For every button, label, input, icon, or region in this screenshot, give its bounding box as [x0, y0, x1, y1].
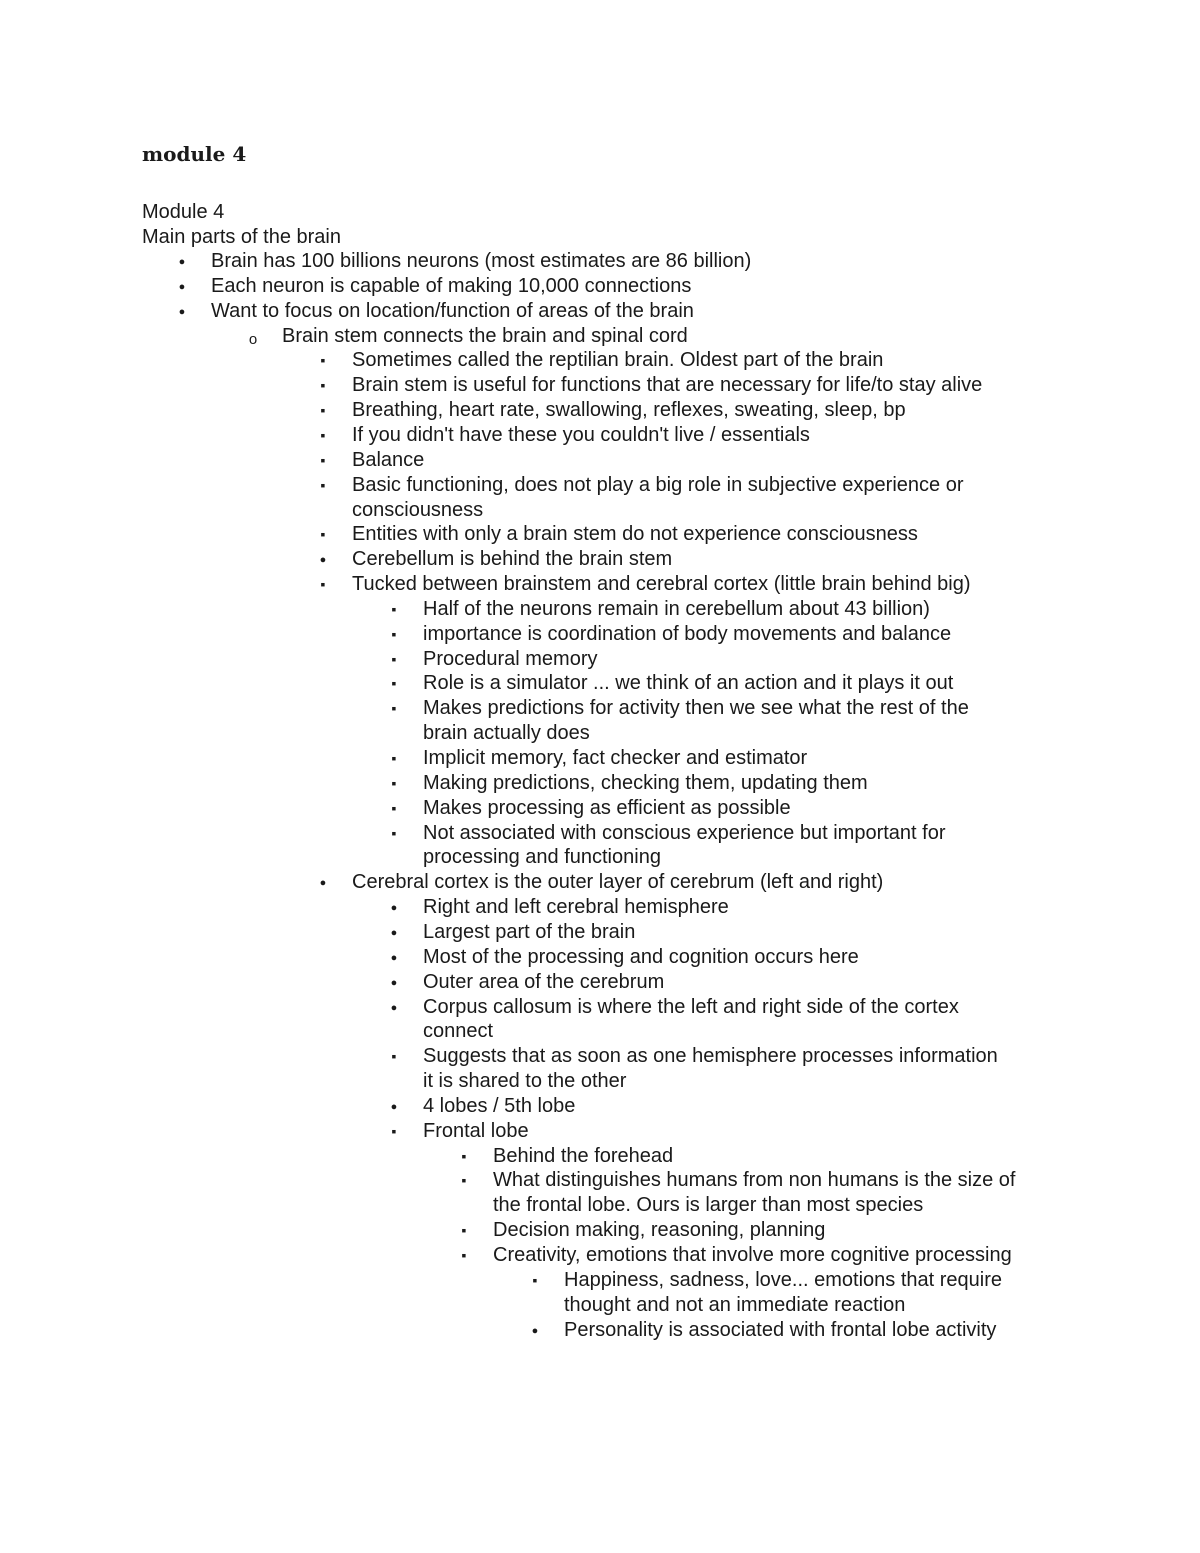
list-item: Most of the processing and cognition occurs here — [423, 945, 859, 968]
list-item: Cerebellum is behind the brain stem — [352, 548, 673, 571]
list-item: Cerebral cortex is the outer layer of cerebrum (left and right) — [352, 871, 884, 894]
list-item: Right and left cerebral hemisphere — [423, 896, 729, 919]
list-item: Creativity, emotions that involve more cognitive processing — [493, 1244, 1012, 1266]
list-item: Corpus callosum is where the left and right side of the cortex — [423, 995, 959, 1018]
square-bullet-icon — [315, 373, 331, 398]
square-bullet-icon — [386, 796, 402, 821]
list-item: importance is coordination of body movements and balance — [423, 622, 952, 645]
square-bullet-icon — [386, 1119, 402, 1144]
list-item: Makes predictions for activity then we see what the rest of the — [423, 697, 969, 720]
list-item: Tucked between brainstem and cerebral cortex (little brain behind big) — [352, 573, 971, 596]
list-item: Largest part of the brain — [423, 920, 636, 943]
disc-bullet-icon — [386, 970, 402, 997]
circle-bullet-icon — [245, 324, 261, 350]
square-bullet-icon — [386, 622, 402, 647]
list-item: 4 lobes / 5th lobe — [423, 1094, 576, 1117]
square-bullet-icon — [315, 423, 331, 448]
list-item: Makes processing as efficient as possible — [423, 796, 791, 819]
disc-bullet-icon — [386, 995, 402, 1022]
list-item: Procedural memory — [423, 647, 598, 670]
list-item: Brain stem is useful for functions that are necessary for life/to stay alive — [352, 374, 983, 397]
disc-bullet-icon — [315, 870, 331, 897]
list-item: Implicit memory, fact checker and estimator — [423, 747, 808, 769]
list-item: connect — [423, 1020, 494, 1043]
list-item: Role is a simulator ... we think of an action and it plays it out — [423, 672, 954, 695]
square-bullet-icon — [315, 398, 331, 423]
square-bullet-icon — [456, 1144, 472, 1169]
square-bullet-icon — [315, 348, 331, 373]
list-item: consciousness — [352, 498, 484, 521]
list-item: Basic functioning, does not play a big role in subjective experience or — [352, 473, 964, 496]
disc-bullet-icon — [527, 1318, 543, 1345]
disc-bullet-icon — [386, 945, 402, 972]
list-item: What distinguishes humans from non humans is the size of — [493, 1169, 1016, 1192]
square-bullet-icon — [527, 1268, 543, 1293]
square-bullet-icon — [386, 671, 402, 696]
list-item: Personality is associated with frontal lobe activity — [564, 1318, 997, 1341]
list-item: Want to focus on location/function of areas of the brain — [211, 299, 694, 322]
list-item: Happiness, sadness, love... emotions that require — [564, 1268, 1003, 1291]
list-item: Half of the neurons remain in cerebellum about 43 billion) — [423, 597, 930, 620]
square-bullet-icon — [456, 1218, 472, 1243]
disc-bullet-icon — [174, 249, 190, 276]
list-item: Balance — [352, 448, 425, 471]
list-item: Brain has 100 billions neurons (most estimates are 86 billion) — [211, 250, 752, 272]
square-bullet-icon — [386, 647, 402, 672]
list-item: brain actually does — [423, 722, 590, 745]
list-item: Entities with only a brain stem do not experience consciousness — [352, 523, 918, 546]
document-title: module 4 — [142, 142, 247, 166]
list-item: processing and functioning — [423, 846, 661, 869]
list-item: Suggests that as soon as one hemisphere processes information — [423, 1045, 998, 1068]
list-item: the frontal lobe. Ours is larger than most species — [493, 1194, 924, 1217]
disc-bullet-icon — [386, 1094, 402, 1121]
module-heading: Module 4 — [142, 201, 225, 223]
square-bullet-icon — [315, 522, 331, 547]
list-item: Frontal lobe — [423, 1119, 529, 1142]
list-item: Not associated with conscious experience but important for — [423, 821, 946, 844]
disc-bullet-icon — [174, 299, 190, 326]
list-item: Behind the forehead — [493, 1144, 674, 1167]
list-item: Decision making, reasoning, planning — [493, 1219, 826, 1242]
list-item: Outer area of the cerebrum — [423, 970, 665, 993]
list-item: it is shared to the other — [423, 1070, 627, 1093]
list-item: thought and not an immediate reaction — [564, 1293, 906, 1316]
square-bullet-icon — [386, 821, 402, 846]
square-bullet-icon — [315, 572, 331, 597]
square-bullet-icon — [386, 1044, 402, 1069]
square-bullet-icon — [386, 597, 402, 622]
list-item: Making predictions, checking them, updating them — [423, 771, 868, 794]
disc-bullet-icon — [174, 274, 190, 301]
disc-bullet-icon — [386, 895, 402, 922]
list-item: Brain stem connects the brain and spinal cord — [282, 324, 688, 347]
square-bullet-icon — [386, 771, 402, 796]
list-item: Each neuron is capable of making 10,000 connections — [211, 274, 692, 297]
square-bullet-icon — [315, 448, 331, 473]
list-item: If you didn't have these you couldn't live / essentials — [352, 423, 810, 446]
list-item: Breathing, heart rate, swallowing, reflexes, sweating, sleep, bp — [352, 399, 906, 422]
disc-bullet-icon — [315, 547, 331, 574]
square-bullet-icon — [386, 696, 402, 721]
section-heading: Main parts of the brain — [142, 226, 341, 248]
list-item: Sometimes called the reptilian brain. Oldest part of the brain — [352, 349, 884, 372]
square-bullet-icon — [315, 473, 331, 498]
square-bullet-icon — [456, 1243, 472, 1268]
square-bullet-icon — [456, 1168, 472, 1193]
square-bullet-icon — [386, 746, 402, 771]
disc-bullet-icon — [386, 920, 402, 947]
